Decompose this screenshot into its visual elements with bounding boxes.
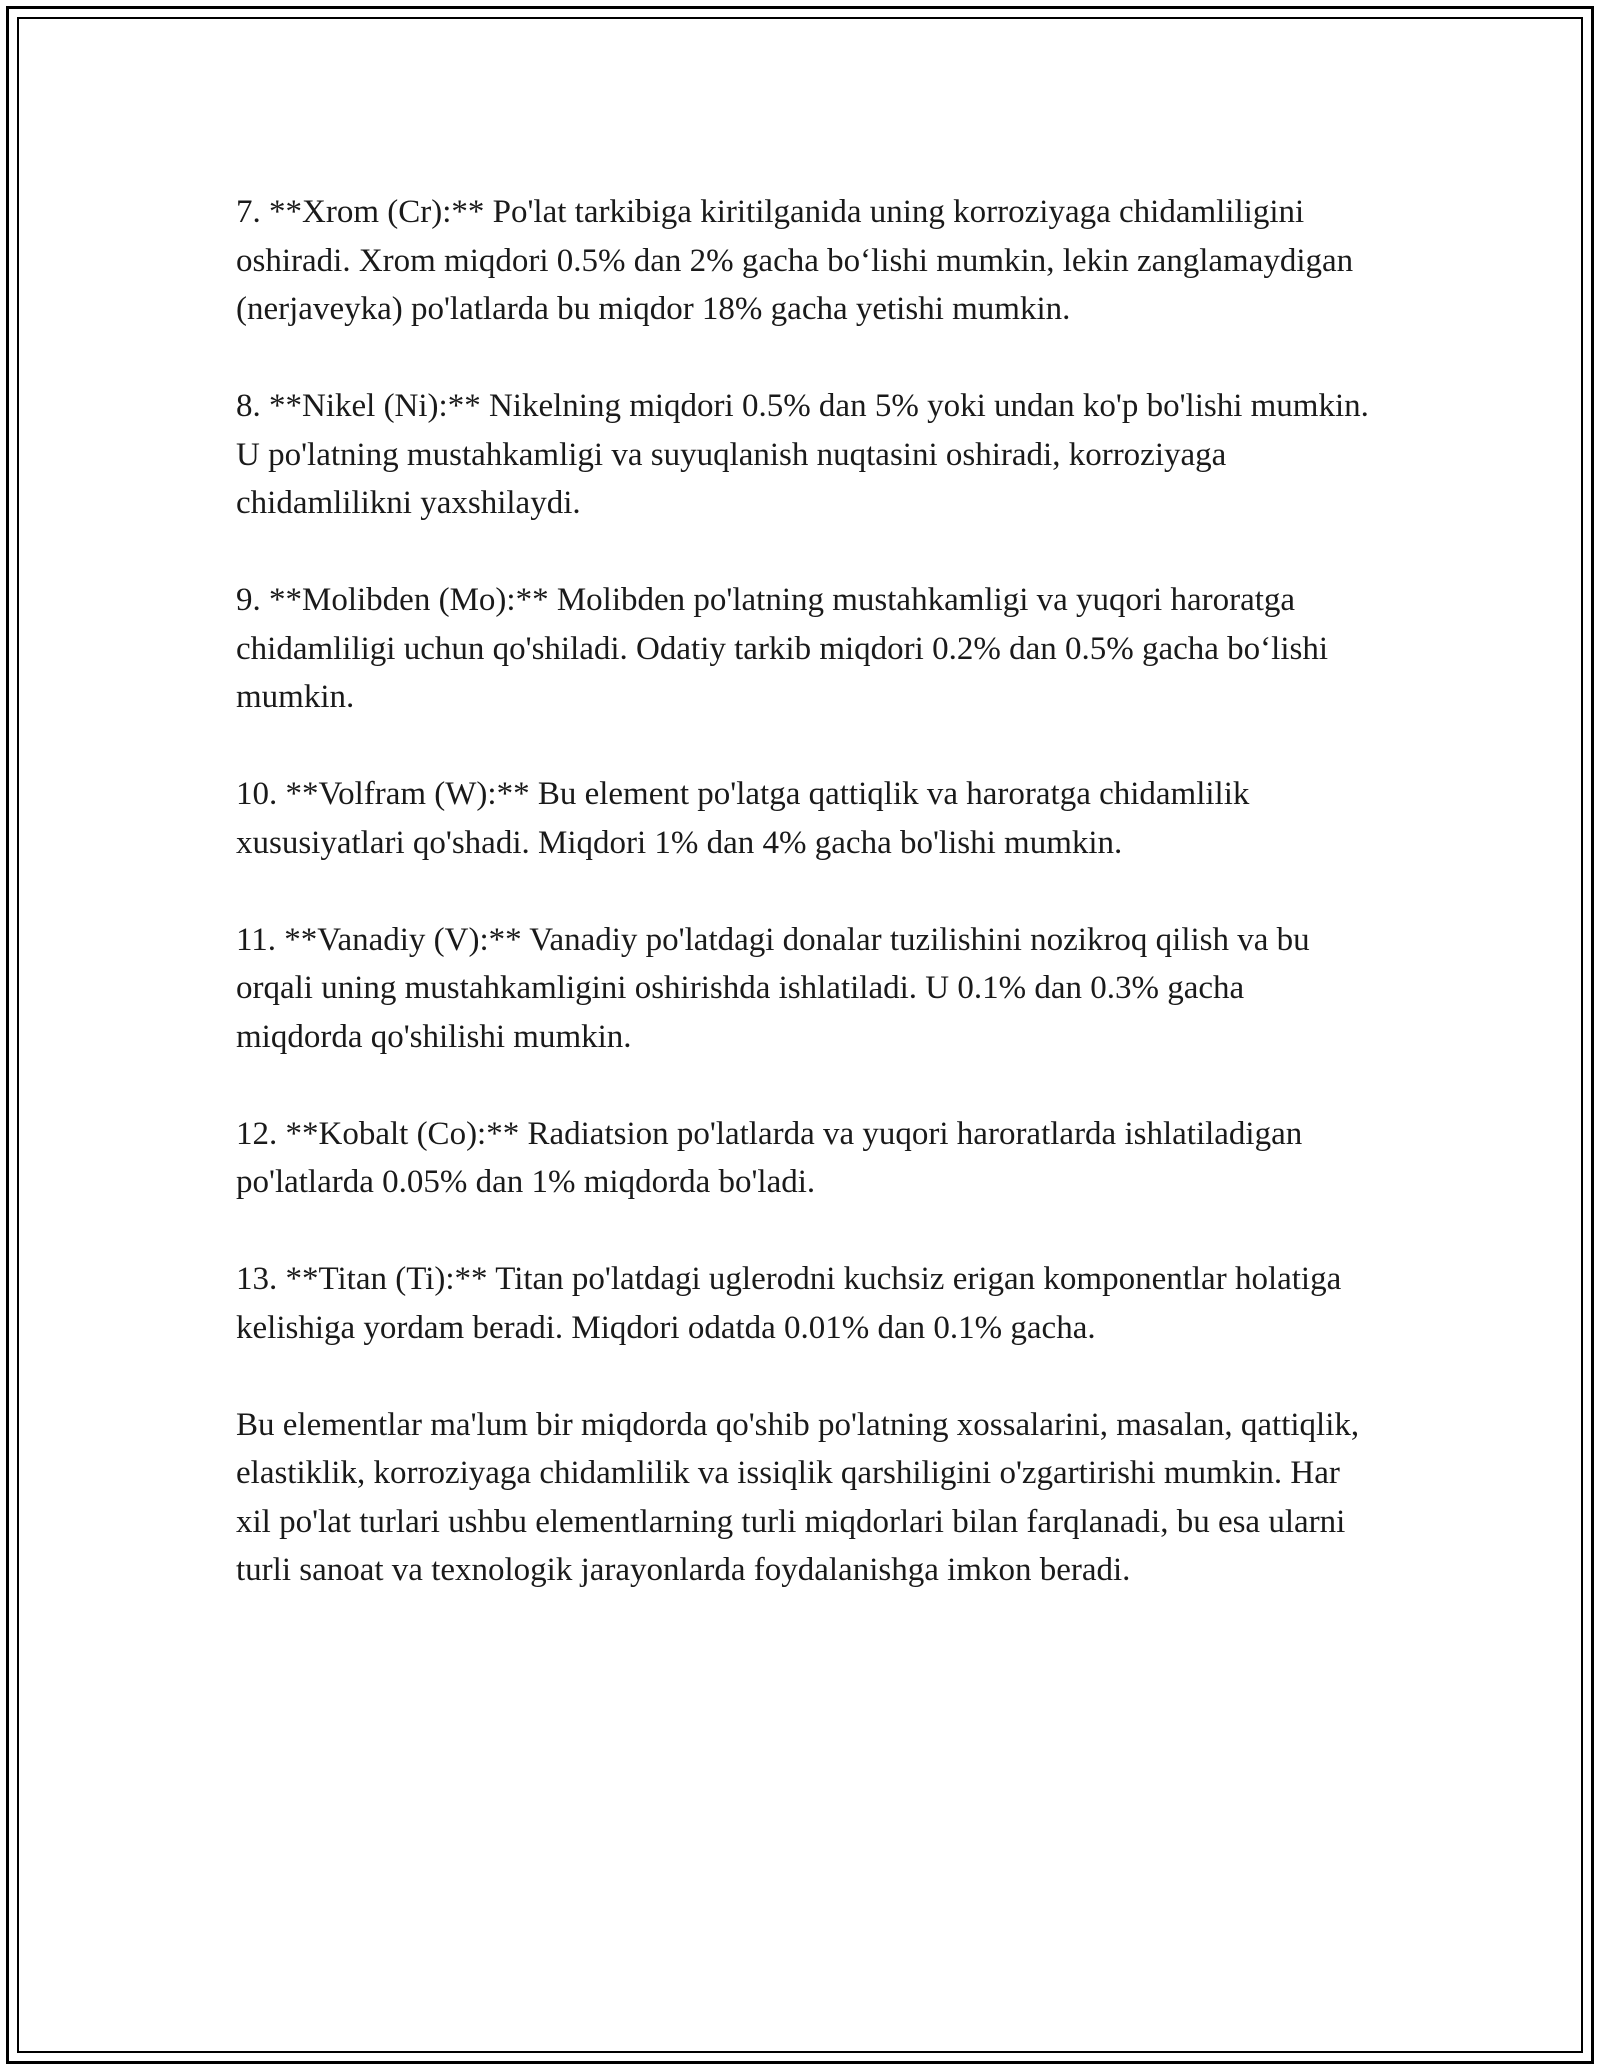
document-body — [236, 188, 1376, 1643]
paragraph-nikel: 8. **Nikel (Ni):** Nikelning miqdori 0.5% dan 5% yoki undan ko'p bo'lishi mumkin. U po'latning mustahkamligi va suyuqlanish nuqtasini oshiradi, korroziyaga chidamlilikni yaxshilaydi. — [236, 388, 1369, 521]
paragraph-summary: Bu elementlar ma'lum bir miqdorda qo'shib po'latning xossalarini, masalan, qattiqlik, elastiklik, korroziyaga chidamlilik va issiqlik qarshiligini o'zgartirishi mumkin. Har xil po'lat turlari ushbu elementlarning turli miqdorlari bilan farqlanadi, bu esa ularni turli sanoat va texnologik jarayonlarda foydalanishga imkon beradi. — [236, 1406, 1360, 1588]
paragraph-titan: 13. **Titan (Ti):** Titan po'latdagi uglerodni kuchsiz erigan komponentlar holatiga kelishiga yordam beradi. Miqdori odatda 0.01% dan 0.1% gacha. — [236, 1261, 1342, 1346]
paragraph-vanadiy: 11. **Vanadiy (V):** Vanadiy po'latdagi donalar tuzilishini nozikroq qilish va bu orqali uning mustahkamligini oshirishda ishlatiladi. U 0.1% dan 0.3% gacha miqdorda qo'shilishi mumkin. — [236, 921, 1310, 1055]
paragraph-volfram: 10. **Volfram (W):** Bu element po'latga qattiqlik va haroratga chidamlilik xususiyatlari qo'shadi. Miqdori 1% dan 4% gacha bo'lishi mumkin. — [236, 776, 1250, 861]
paragraph-molibden: 9. **Molibden (Mo):** Molibden po'latning mustahkamligi va yuqori haroratga chidamliligi uchun qo'shiladi. Odatiy tarkib miqdori 0.2% dan 0.5% gacha boʻlishi mumkin. — [236, 582, 1328, 715]
paragraph-xrom: 7. **Xrom (Cr):** Po'lat tarkibiga kiritilganida uning korroziyaga chidamliligini oshiradi. Xrom miqdori 0.5% dan 2% gacha boʻlishi mumkin, lekin zanglamaydigan (nerjaveyka) po'latlarda bu miqdor 18% gacha yetishi mumkin. — [236, 194, 1354, 327]
paragraph-kobalt: 12. **Kobalt (Co):** Radiatsion po'latlarda va yuqori haroratlarda ishlatiladigan po'latlarda 0.05% dan 1% miqdorda bo'ladi. — [236, 1115, 1303, 1200]
